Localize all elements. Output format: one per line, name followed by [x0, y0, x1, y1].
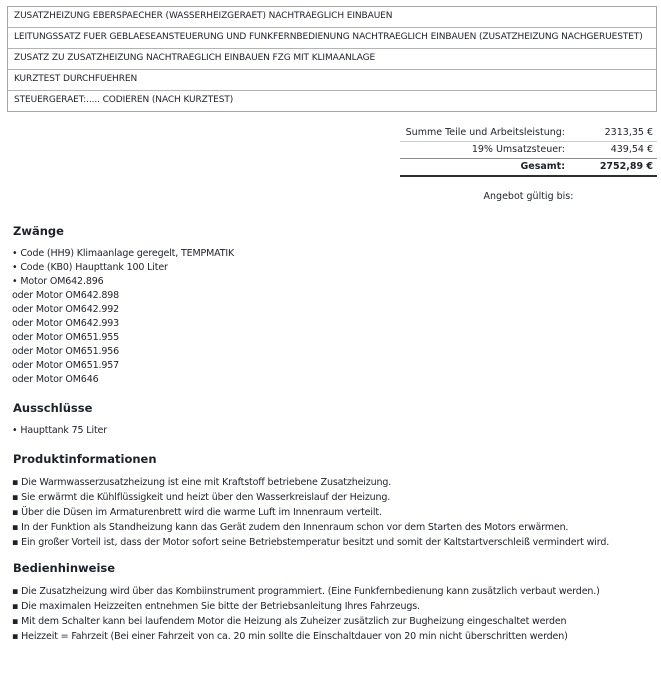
totals-block [400, 125, 657, 177]
produktinformationen-list [12, 475, 653, 550]
grand-total-row [400, 159, 657, 177]
section-title-bedienhinweise: Bedienhinweise [13, 561, 116, 575]
tax-value: 439,54 € [610, 144, 653, 155]
grand-total-label: Gesamt: [520, 161, 565, 172]
list-item: oder Motor OM642.993 [12, 318, 120, 329]
list-item: oder Motor OM651.957 [12, 360, 120, 371]
line-item: LEITUNGSSATZ FUER GEBLAESEANSTEUERUNG UND FUNKFERNBEDIENUNG NACHTRAEGLICH EINBAUEN (ZUSATZHEIZUNG NACHGERUESTET) [8, 27, 656, 48]
list-item: oder Motor OM651.955 [12, 332, 120, 343]
list-item: ▪ Über die Düsen im Armaturenbrett wird die warme Luft im Innenraum verteilt. [12, 507, 382, 518]
list-item: • Haupttank 75 Liter [12, 425, 107, 436]
line-item: ZUSATZHEIZUNG EBERSPAECHER (WASSERHEIZGERAET) NACHTRAEGLICH EINBAUEN [14, 11, 393, 21]
list-item: • Code (HH9) Klimaanlage geregelt, TEMPMATIK [12, 248, 235, 259]
list-item: ▪ Heizzeit = Fahrzeit (Bei einer Fahrzeit von ca. 20 min sollte die Einschaltdauer von 20 min nicht überschritten werden) [12, 631, 568, 642]
bedienhinweise-list [12, 584, 653, 644]
section-title-produktinformationen: Produktinformationen [13, 452, 157, 466]
list-item: ▪ Die maximalen Heizzeiten entnehmen Sie bitte der Betriebsanleitung Ihres Fahrzeugs. [12, 601, 420, 612]
section-title-ausschluesse: Ausschlüsse [13, 401, 93, 415]
line-item: ZUSATZ ZU ZUSATZHEIZUNG NACHTRAEGLICH EINBAUEN FZG MIT KLIMAANLAGE [8, 48, 656, 69]
line-item: KURZTEST DURCHFUEHREN [8, 69, 656, 90]
list-item: ▪ Sie erwärmt die Kühlflüssigkeit und heizt über den Wasserkreislauf der Heizung. [12, 492, 391, 503]
subtotal-row [400, 125, 657, 142]
list-item: ▪ Mit dem Schalter kann bei laufendem Motor die Heizung als Zuheizer zusätzlich zur Bugheizung eingeschaltet werden [12, 616, 567, 627]
list-item: ▪ In der Funktion als Standheizung kann das Gerät zudem den Innenraum schon vor dem Starten des Motors erwärmen. [12, 522, 569, 533]
section-title-zwaenge: Zwänge [13, 224, 64, 238]
list-item: oder Motor OM651.956 [12, 346, 120, 357]
list-item: ▪ Die Warmwasserzusatzheizung ist eine mit Kraftstoff betriebene Zusatzheizung. [12, 477, 392, 488]
offer-validity-label: Angebot gültig bis: [483, 191, 574, 202]
grand-total-value: 2752,89 € [599, 161, 653, 172]
tax-label: 19% Umsatzsteuer: [471, 144, 565, 155]
zwaenge-list [12, 247, 653, 387]
list-item: ▪ Ein großer Vorteil ist, dass der Motor sofort seine Betriebstemperatur besitzt und somit der Kaltstartverschleiß vermindert wird. [12, 537, 610, 548]
line-item: STEUERGERAET:..... CODIEREN (NACH KURZTEST) [8, 90, 656, 111]
subtotal-label: Summe Teile und Arbeitsleistung: [405, 127, 565, 138]
tax-row [400, 142, 657, 159]
info-sections [12, 224, 653, 644]
list-item: • Motor OM642.896 [12, 276, 104, 287]
list-item: oder Motor OM646 [12, 374, 99, 385]
list-item: • Code (KB0) Haupttank 100 Liter [12, 262, 168, 273]
list-item: oder Motor OM642.992 [12, 304, 120, 315]
line-items-table [7, 6, 657, 112]
subtotal-value: 2313,35 € [604, 127, 653, 138]
ausschluesse-list [12, 424, 653, 438]
list-item: ▪ Die Zusatzheizung wird über das Kombiinstrument programmiert. (Eine Funkfernbedienung kann zusätzlich verbaut werden.) [12, 586, 600, 597]
list-item: oder Motor OM642.898 [12, 290, 120, 301]
